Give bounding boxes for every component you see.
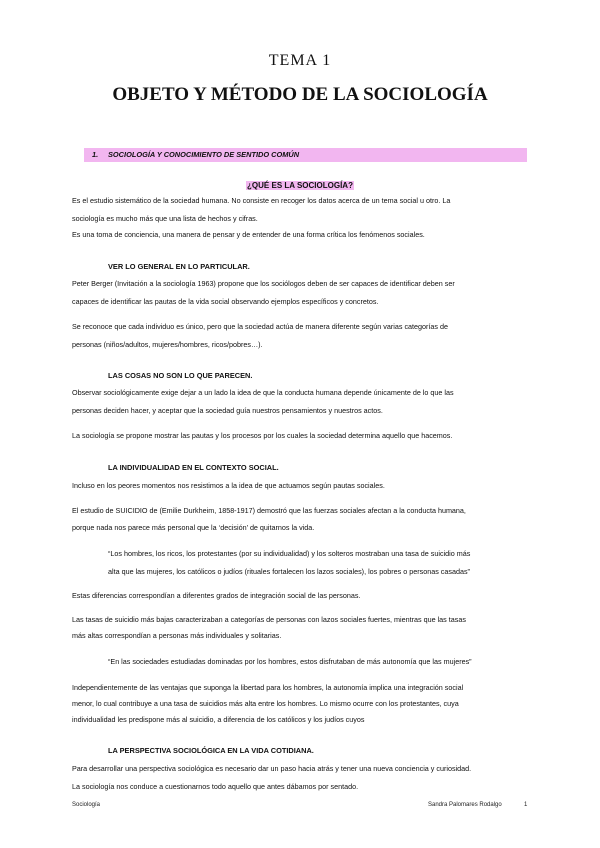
paragraph-line: La sociología se propone mostrar las pautas y los procesos por los cuales la sociedad determina aquello que hacemos. <box>72 431 453 440</box>
quote-line: “En las sociedades estudiadas dominadas por los hombres, estos disfrutaban de más autonomía que las mujeres” <box>108 657 472 666</box>
paragraph-line: Incluso en los peores momentos nos resistimos a la idea de que actuamos según pautas sociales. <box>72 481 385 490</box>
section-number: 1. <box>92 150 99 159</box>
paragraph-line: El estudio de SUICIDIO de (Emilie Durkheim, 1858-1917) demostró que las fuerzas sociales afectan a la conducta humana, <box>72 506 466 515</box>
subtitle-text: ¿QUÉ ES LA SOCIOLOGÍA? <box>247 181 353 190</box>
heading-las-cosas: LAS COSAS NO SON LO QUE PARECEN. <box>108 371 253 380</box>
paragraph-line: Para desarrollar una perspectiva sociológica es necesario dar un paso hacia atrás y tener una nueva conciencia y curiosidad. <box>72 764 472 773</box>
paragraph-line: personas (niños/adultos, mujeres/hombres, ricos/pobres…). <box>72 340 263 349</box>
intro-line: Es una toma de conciencia, una manera de pensar y de entender de una forma crítica los fenómenos sociales. <box>72 230 425 239</box>
paragraph-line: individualidad les predispone más al suicidio, a diferencia de los católicos y los judíos cuyos <box>72 715 365 724</box>
intro-line: Es el estudio sistemático de la sociedad humana. No consiste en recoger los datos acerca de un tema social u otro. La <box>72 196 451 205</box>
paragraph-line: La sociología nos conduce a cuestionarnos todo aquello que antes dábamos por sentado. <box>72 782 359 791</box>
quote-line: “Los hombres, los ricos, los protestantes (por su individualidad) y los solteros mostraban una tasa de suicidio más <box>108 549 471 558</box>
paragraph-line: Observar sociológicamente exige dejar a un lado la idea de que la conducta humana depende únicamente de lo que las <box>72 388 454 397</box>
paragraph-line: Peter Berger (Invitación a la sociología 1963) propone que los sociólogos deben de ser capaces de identificar deben ser <box>72 279 455 288</box>
paragraph-line: Estas diferencias correspondían a diferentes grados de integración social de las personas. <box>72 591 361 600</box>
paragraph-line: más altas correspondían a personas más individuales y solitarias. <box>72 631 282 640</box>
paragraph-line: capaces de identificar las pautas de la vida social observando ejemplos específicos y concretos. <box>72 297 379 306</box>
page-title: OBJETO Y MÉTODO DE LA SOCIOLOGÍA <box>112 84 488 105</box>
paragraph-line: porque nada nos parece más personal que la ‘decisión’ de quitarnos la vida. <box>72 523 315 532</box>
intro-line: sociología es mucho más que una lista de hechos y cifras. <box>72 214 258 223</box>
paragraph-line: Las tasas de suicidio más bajas caracterizaban a categorías de personas con lazos sociales fuertes, mientras que las tasas <box>72 615 466 624</box>
section-heading <box>92 150 299 159</box>
footer-page-number: 1 <box>524 802 528 808</box>
footer-author: Sandra Palomares Rodalgo <box>428 802 502 808</box>
subtitle <box>0 181 600 190</box>
heading-individualidad: LA INDIVIDUALIDAD EN EL CONTEXTO SOCIAL. <box>108 463 279 472</box>
paragraph-line: personas deciden hacer, y aceptar que la sociedad guía nuestros pensamientos y nuestros actos. <box>72 406 383 415</box>
paragraph-line: menor, lo cual contribuye a una tasa de suicidios más alta entre los hombres. Lo mismo ocurre con los protestantes, cuya <box>72 699 459 708</box>
heading-perspectiva: LA PERSPECTIVA SOCIOLÓGICA EN LA VIDA COTIDIANA. <box>108 746 314 755</box>
heading-ver-lo-general: VER LO GENERAL EN LO PARTICULAR. <box>108 262 250 271</box>
quote-line: alta que las mujeres, los católicos o judíos (rituales fortalecen los lazos sociales), los pobres o personas casadas” <box>108 567 470 576</box>
paragraph-line: Independientemente de las ventajas que suponga la libertad para los hombres, la autonomía implica una integración social <box>72 683 464 692</box>
tema-label: TEMA 1 <box>268 52 332 69</box>
footer-subject: Sociología <box>72 802 101 808</box>
section-label: SOCIOLOGÍA Y CONOCIMIENTO DE SENTIDO COMÚN <box>108 150 300 159</box>
paragraph-line: Se reconoce que cada individuo es único, pero que la sociedad actúa de manera diferente según varias categorías de <box>72 322 448 331</box>
